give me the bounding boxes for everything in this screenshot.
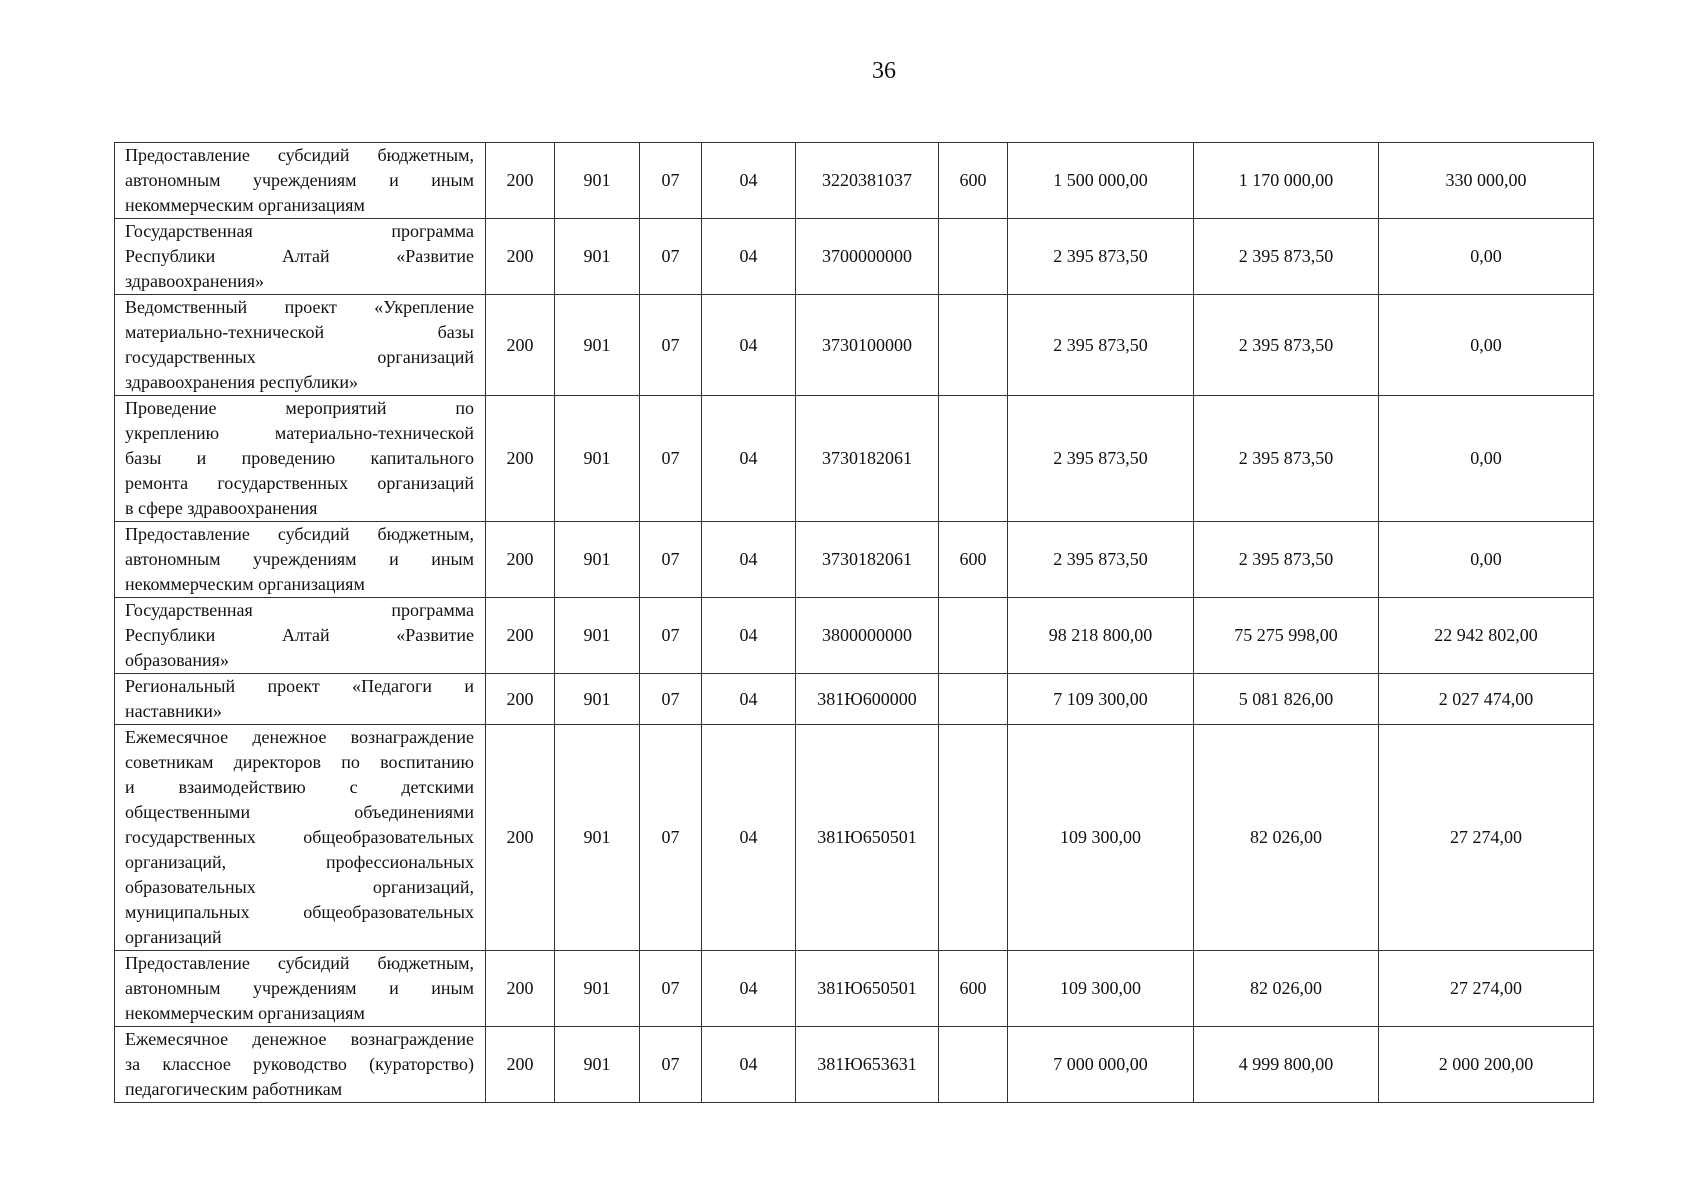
code-2-cell: 901 [555, 522, 640, 598]
item-name-cell [115, 522, 486, 598]
target-article-cell: 3700000000 [796, 219, 939, 295]
budget-table [114, 142, 1594, 1103]
code-1-cell: 200 [486, 522, 555, 598]
item-name-line: образования» [125, 650, 229, 670]
section-cell: 07 [640, 396, 702, 522]
expense-type-cell [939, 674, 1008, 725]
amount-total-cell: 2 395 873,50 [1008, 522, 1194, 598]
item-name-line: и взаимодействию с детскими [125, 777, 474, 797]
table-row [115, 1027, 1594, 1103]
section-cell: 07 [640, 1027, 702, 1103]
amount-2-cell: 2 395 873,50 [1194, 396, 1379, 522]
expense-type-cell: 600 [939, 951, 1008, 1027]
amount-3-cell: 2 000 200,00 [1379, 1027, 1594, 1103]
amount-2-cell: 2 395 873,50 [1194, 522, 1379, 598]
amount-2-cell: 2 395 873,50 [1194, 295, 1379, 396]
item-name-line: Государственная программа [125, 221, 474, 241]
subsection-cell: 04 [702, 522, 796, 598]
amount-total-cell: 7 000 000,00 [1008, 1027, 1194, 1103]
item-name-line: автономным учреждениям и иным [125, 170, 474, 190]
target-article-cell: 3800000000 [796, 598, 939, 674]
code-2-cell: 901 [555, 143, 640, 219]
amount-3-cell: 0,00 [1379, 522, 1594, 598]
code-2-cell: 901 [555, 725, 640, 951]
amount-2-cell: 82 026,00 [1194, 951, 1379, 1027]
amount-3-cell: 0,00 [1379, 396, 1594, 522]
amount-2-cell: 4 999 800,00 [1194, 1027, 1379, 1103]
target-article-cell: 3220381037 [796, 143, 939, 219]
code-1-cell: 200 [486, 725, 555, 951]
code-2-cell: 901 [555, 396, 640, 522]
item-name-line: муниципальных общеобразовательных [125, 902, 474, 922]
code-1-cell: 200 [486, 396, 555, 522]
item-name-line: Республики Алтай «Развитие [125, 625, 474, 645]
item-name-cell [115, 951, 486, 1027]
expense-type-cell: 600 [939, 522, 1008, 598]
amount-3-cell: 22 942 802,00 [1379, 598, 1594, 674]
section-cell: 07 [640, 295, 702, 396]
code-1-cell: 200 [486, 598, 555, 674]
target-article-cell: 3730182061 [796, 396, 939, 522]
table-row [115, 951, 1594, 1027]
section-cell: 07 [640, 598, 702, 674]
item-name-line: здравоохранения республики» [125, 372, 359, 392]
expense-type-cell [939, 396, 1008, 522]
amount-3-cell: 27 274,00 [1379, 951, 1594, 1027]
page-number: 36 [872, 58, 896, 84]
table-row [115, 295, 1594, 396]
table-row [115, 143, 1594, 219]
target-article-cell: 3730182061 [796, 522, 939, 598]
section-cell: 07 [640, 951, 702, 1027]
item-name-cell [115, 1027, 486, 1103]
item-name-line: ремонта государственных организаций [125, 473, 474, 493]
table-row [115, 396, 1594, 522]
item-name-line: Ведомственный проект «Укрепление [125, 297, 474, 317]
table-row [115, 522, 1594, 598]
amount-2-cell: 5 081 826,00 [1194, 674, 1379, 725]
item-name-line: некоммерческим организациям [125, 195, 365, 215]
item-name-line: здравоохранения» [125, 271, 265, 291]
section-cell: 07 [640, 522, 702, 598]
target-article-cell: 381Ю650501 [796, 725, 939, 951]
amount-3-cell: 27 274,00 [1379, 725, 1594, 951]
target-article-cell: 381Ю600000 [796, 674, 939, 725]
amount-3-cell: 330 000,00 [1379, 143, 1594, 219]
section-cell: 07 [640, 143, 702, 219]
item-name-line: автономным учреждениям и иным [125, 978, 474, 998]
item-name-line: Ежемесячное денежное вознаграждение [125, 1029, 474, 1049]
subsection-cell: 04 [702, 295, 796, 396]
item-name-line: материально-технической базы [125, 322, 474, 342]
table-row [115, 674, 1594, 725]
section-cell: 07 [640, 725, 702, 951]
subsection-cell: 04 [702, 598, 796, 674]
expense-type-cell: 600 [939, 143, 1008, 219]
item-name-line: государственных общеобразовательных [125, 827, 474, 847]
item-name-cell [115, 396, 486, 522]
target-article-cell: 381Ю650501 [796, 951, 939, 1027]
item-name-cell [115, 219, 486, 295]
item-name-line: общественными объединениями [125, 802, 474, 822]
amount-total-cell: 98 218 800,00 [1008, 598, 1194, 674]
code-1-cell: 200 [486, 951, 555, 1027]
item-name-cell [115, 674, 486, 725]
code-2-cell: 901 [555, 674, 640, 725]
subsection-cell: 04 [702, 1027, 796, 1103]
code-2-cell: 901 [555, 951, 640, 1027]
expense-type-cell [939, 725, 1008, 951]
item-name-line: Предоставление субсидий бюджетным, [125, 145, 474, 165]
table-row [115, 598, 1594, 674]
code-2-cell: 901 [555, 219, 640, 295]
item-name-line: в сфере здравоохранения [125, 498, 318, 518]
target-article-cell: 3730100000 [796, 295, 939, 396]
item-name-line: Предоставление субсидий бюджетным, [125, 524, 474, 544]
target-article-cell: 381Ю653631 [796, 1027, 939, 1103]
item-name-cell [115, 725, 486, 951]
code-1-cell: 200 [486, 674, 555, 725]
item-name-line: Проведение мероприятий по [125, 398, 474, 418]
expense-type-cell [939, 598, 1008, 674]
item-name-line: укреплению материально-технической [125, 423, 474, 443]
item-name-line: Региональный проект «Педагоги и [125, 676, 474, 696]
expense-type-cell [939, 219, 1008, 295]
item-name-line: наставники» [125, 701, 222, 721]
item-name-line: организаций, профессиональных [125, 852, 474, 872]
subsection-cell: 04 [702, 674, 796, 725]
amount-total-cell: 1 500 000,00 [1008, 143, 1194, 219]
subsection-cell: 04 [702, 951, 796, 1027]
code-1-cell: 200 [486, 1027, 555, 1103]
code-2-cell: 901 [555, 598, 640, 674]
amount-2-cell: 82 026,00 [1194, 725, 1379, 951]
amount-3-cell: 0,00 [1379, 295, 1594, 396]
subsection-cell: 04 [702, 143, 796, 219]
code-2-cell: 901 [555, 295, 640, 396]
item-name-line: некоммерческим организациям [125, 574, 365, 594]
amount-2-cell: 2 395 873,50 [1194, 219, 1379, 295]
item-name-line: государственных организаций [125, 347, 474, 367]
item-name-line: некоммерческим организациям [125, 1003, 365, 1023]
amount-total-cell: 7 109 300,00 [1008, 674, 1194, 725]
code-2-cell: 901 [555, 1027, 640, 1103]
item-name-line: советникам директоров по воспитанию [125, 752, 474, 772]
item-name-line: базы и проведению капитального [125, 448, 474, 468]
amount-2-cell: 1 170 000,00 [1194, 143, 1379, 219]
code-1-cell: 200 [486, 219, 555, 295]
item-name-line: за классное руководство (кураторство) [125, 1054, 474, 1074]
section-cell: 07 [640, 674, 702, 725]
amount-total-cell: 2 395 873,50 [1008, 219, 1194, 295]
expense-type-cell [939, 1027, 1008, 1103]
table-row [115, 725, 1594, 951]
item-name-cell [115, 143, 486, 219]
item-name-line: образовательных организаций, [125, 877, 474, 897]
amount-total-cell: 2 395 873,50 [1008, 396, 1194, 522]
subsection-cell: 04 [702, 219, 796, 295]
amount-total-cell: 109 300,00 [1008, 725, 1194, 951]
code-1-cell: 200 [486, 143, 555, 219]
amount-3-cell: 0,00 [1379, 219, 1594, 295]
amount-total-cell: 2 395 873,50 [1008, 295, 1194, 396]
amount-2-cell: 75 275 998,00 [1194, 598, 1379, 674]
expense-type-cell [939, 295, 1008, 396]
item-name-line: автономным учреждениям и иным [125, 549, 474, 569]
subsection-cell: 04 [702, 725, 796, 951]
item-name-line: Государственная программа [125, 600, 474, 620]
amount-3-cell: 2 027 474,00 [1379, 674, 1594, 725]
item-name-line: Предоставление субсидий бюджетным, [125, 953, 474, 973]
item-name-line: педагогическим работникам [125, 1079, 343, 1099]
amount-total-cell: 109 300,00 [1008, 951, 1194, 1027]
section-cell: 07 [640, 219, 702, 295]
item-name-cell [115, 598, 486, 674]
item-name-line: Республики Алтай «Развитие [125, 246, 474, 266]
item-name-cell [115, 295, 486, 396]
table-row [115, 219, 1594, 295]
item-name-line: организаций [125, 927, 222, 947]
code-1-cell: 200 [486, 295, 555, 396]
subsection-cell: 04 [702, 396, 796, 522]
item-name-line: Ежемесячное денежное вознаграждение [125, 727, 474, 747]
